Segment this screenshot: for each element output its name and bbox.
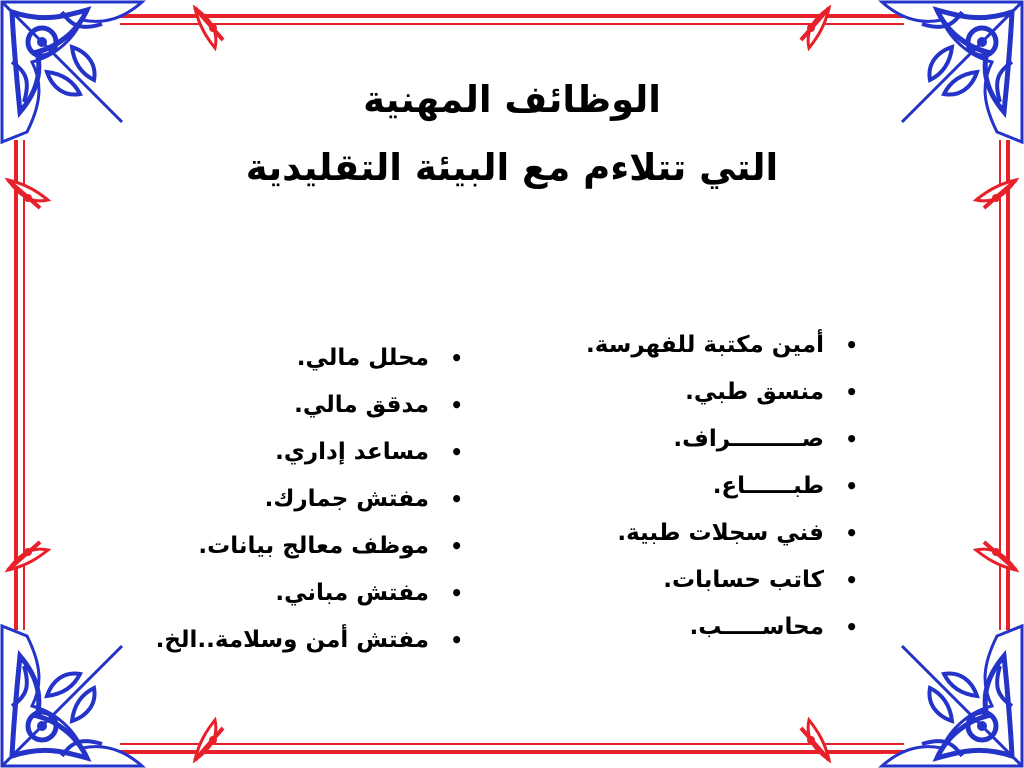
bullet-icon: • [450, 440, 463, 464]
list-item: • موظف معالج بيانات. [156, 526, 469, 573]
bullet-icon: • [845, 333, 858, 357]
title-line-1: الوظائف المهنية [363, 78, 661, 121]
slide-title [120, 66, 904, 202]
list-item: • مساعد إداري. [156, 432, 469, 479]
bullet-icon: • [845, 427, 858, 451]
list-item: • محلل مالي. [156, 338, 469, 385]
left-job-list [156, 338, 469, 667]
bullet-icon: • [450, 487, 463, 511]
bullet-icon: • [845, 615, 858, 639]
list-item: • مفتش جمارك. [156, 479, 469, 526]
list-item: • طبــــــاع. [586, 466, 864, 513]
bullet-icon: • [450, 346, 463, 370]
bullet-icon: • [450, 628, 463, 652]
bullet-icon: • [450, 581, 463, 605]
list-item: • أمين مكتبة للفهرسة. [586, 325, 864, 372]
bullet-icon: • [845, 568, 858, 592]
bullet-icon: • [450, 393, 463, 417]
list-item: • محاســـــب. [586, 607, 864, 654]
list-item: • مفتش أمن وسلامة..الخ. [156, 620, 469, 667]
list-item: • مدقق مالي. [156, 385, 469, 432]
title-line-2: التي تتلاءم مع البيئة التقليدية [245, 146, 779, 189]
list-item: • صـــــــــراف. [586, 419, 864, 466]
bullet-icon: • [845, 521, 858, 545]
list-item: • فني سجلات طبية. [586, 513, 864, 560]
bullet-icon: • [845, 474, 858, 498]
bullet-icon: • [450, 534, 463, 558]
list-item: • مفتش مباني. [156, 573, 469, 620]
list-item: • منسق طبي. [586, 372, 864, 419]
list-item: • كاتب حسابات. [586, 560, 864, 607]
right-job-list [586, 325, 864, 654]
bullet-icon: • [845, 380, 858, 404]
